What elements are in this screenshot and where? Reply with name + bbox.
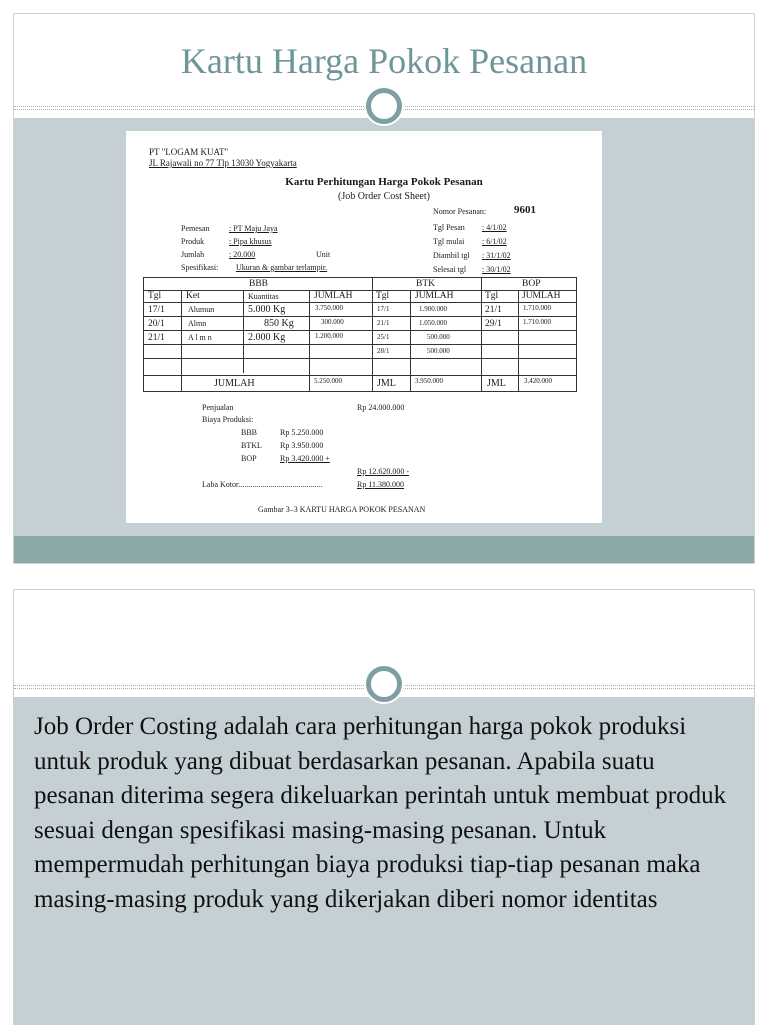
table-cell: 17/1 (377, 305, 390, 313)
scanned-cost-sheet (126, 131, 602, 523)
table-cell: 21/1 (377, 319, 390, 327)
field-label: Jumlah (181, 250, 205, 259)
field-value: Ukuran & gambar terlampir. (236, 263, 328, 272)
field-label: Tgl Pesan (433, 223, 465, 232)
table-cell: 17/1 (148, 305, 165, 315)
gross-profit-value: Rp 11.380.000 (357, 480, 405, 489)
field-value: : 6/1/02 (482, 237, 507, 246)
company-name: PT "LOGAM KUAT" (149, 147, 229, 157)
table-cell: 500.000 (427, 333, 450, 341)
footer-band (14, 536, 754, 564)
table-cell: 21/1 (148, 333, 165, 343)
cost-item-label: BOP (241, 454, 257, 463)
group-header: BOP (522, 279, 541, 289)
sales-label: Penjualan (202, 403, 234, 412)
figure-caption: Gambar 3–3 KARTU HARGA POKOK PESANAN (258, 505, 426, 514)
table-cell: 500.000 (427, 347, 450, 355)
table-cell: 5.000 Kg (248, 304, 286, 315)
table-cell: 1.710.000 (523, 318, 551, 326)
column-header: JUMLAH (314, 291, 353, 301)
order-number-label: Nomor Pesanan: (433, 207, 487, 216)
totals-jml-label: JML (487, 378, 506, 389)
slide-1 (13, 13, 755, 564)
slide-title: Kartu Harga Pokok Pesanan (180, 41, 588, 81)
document-subheading: (Job Order Cost Sheet) (338, 191, 430, 202)
table-cell: 1.050.000 (419, 319, 447, 327)
field-label: Pemesan (181, 224, 210, 233)
field-label: Diambil tgl (433, 251, 470, 260)
table-cell: Almn (188, 319, 207, 328)
circle-ornament-icon (366, 666, 402, 702)
cost-item-value: Rp 3.420.000 + (280, 454, 330, 463)
field-label: Spesifikasi: (181, 263, 219, 272)
table-cell: A l m n (188, 333, 212, 342)
totals-bbb: 5.250.000 (314, 377, 342, 385)
table-cell: 20/1 (148, 319, 165, 329)
production-cost-label: Biaya Produksi: (202, 415, 254, 424)
field-value: : 31/1/02 (482, 251, 511, 260)
table-cell: 300.000 (321, 318, 344, 326)
table-cell: 1.900.000 (419, 305, 447, 313)
field-value: : PT Maju Jaya (229, 224, 278, 233)
totals-label: JUMLAH (214, 378, 255, 389)
column-header: Kuantitas (248, 292, 279, 301)
table-cell: 1.710.000 (523, 304, 551, 312)
subtotal-value: Rp 12.620.000 - (357, 467, 409, 476)
table-cell: 28/1 (377, 347, 390, 355)
column-header: Ket (186, 291, 200, 301)
table-cell: Alumun (188, 305, 215, 314)
table-cell: 850 Kg (264, 318, 294, 329)
totals-jml-label: JML (377, 378, 396, 389)
column-header: Tgl (148, 291, 162, 301)
table-cell: 21/1 (485, 305, 502, 315)
totals-bop: 3.420.000 (524, 377, 552, 385)
group-header: BTK (416, 279, 435, 289)
table-cell: 29/1 (485, 319, 502, 329)
slide-2 (13, 589, 755, 1025)
field-value: : 20.000 (229, 250, 256, 259)
gross-profit-label: Laba Kotor.......................................... (202, 480, 323, 489)
body-text: Job Order Costing adalah cara perhitungan harga pokok produksi untuk produk yang dibuat berdasarkan pesanan. Apabila suatu pesanan diterima segera dikeluarkan perintah untuk membuat produk sesuai dengan spesifikasi masing-masing pesanan. Untuk mempermudah perhitungan biaya produksi tiap-tiap pesanan maka masing-masing produk yang dikerjakan diberi nomor identitas (34, 713, 727, 913)
table-cell: 3.750.000 (315, 304, 343, 312)
cost-item-label: BTKL (241, 441, 262, 450)
field-value: : 4/1/02 (482, 223, 507, 232)
cost-item-value: Rp 5.250.000 (280, 428, 324, 437)
cost-table (143, 277, 577, 392)
sales-value: Rp 24.000.000 (357, 403, 405, 412)
table-cell: 25/1 (377, 333, 390, 341)
cost-item-value: Rp 3.950.000 (280, 441, 324, 450)
document-heading: Kartu Perhitungan Harga Pokok Pesanan (285, 176, 483, 188)
field-value: : Pipa khusus (229, 237, 272, 246)
company-address: JL Rajawali no 77 Tlp 13030 Yogyakarta (149, 158, 297, 168)
field-value: : 30/1/02 (482, 265, 511, 274)
cost-item-label: BBB (241, 428, 258, 437)
field-label: Tgl mulai (433, 237, 465, 246)
column-header: JUMLAH (522, 291, 561, 301)
totals-btk: 3.950.000 (415, 377, 443, 385)
table-cell: 2.000 Kg (248, 332, 286, 343)
column-header: Tgl (376, 291, 390, 301)
order-number: 9601 (514, 204, 536, 216)
field-label: Produk (181, 237, 205, 246)
field-label: Selesai tgl (433, 265, 467, 274)
unit-label: Unit (316, 250, 331, 259)
column-header: Tgl (485, 291, 499, 301)
circle-ornament-icon (366, 88, 402, 124)
table-cell: 1.200.000 (315, 332, 343, 340)
group-header: BBB (249, 279, 269, 289)
column-header: JUMLAH (415, 291, 454, 301)
